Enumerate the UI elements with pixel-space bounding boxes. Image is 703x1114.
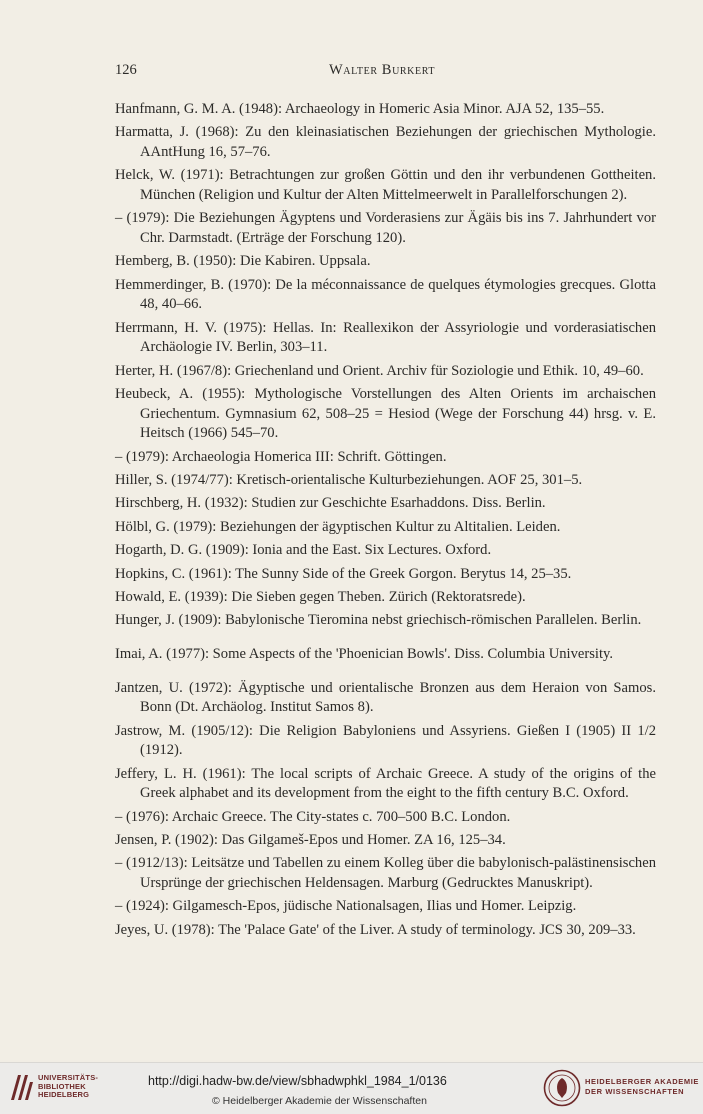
bib-entry: Hölbl, G. (1979): Beziehungen der ägyptischen Kultur zu Altitalien. Leiden. xyxy=(115,518,561,535)
bib-entry: Hogarth, D. G. (1909): Ionia and the East. Six Lectures. Oxford. xyxy=(115,542,492,559)
bib-entry: Jeffery, L. H. (1961): The local scripts of Archaic Greece. A study of the origins of the Greek alphabet and its development from the eight to the fifth century B.C. Oxford. xyxy=(115,765,656,802)
running-head: Walter Burkert xyxy=(329,62,436,78)
bib-entry: – (1924): Gilgamesch-Epos, jüdische Nationalsagen, Ilias und Homer. Leipzig. xyxy=(115,898,577,915)
copyright-notice: © Heidelberger Akademie der Wissenschaften xyxy=(212,1095,427,1107)
bib-entry: Jastrow, M. (1905/12): Die Religion Babyloniens und Assyriens. Gießen I (1905) II 1/2 (1912). xyxy=(115,722,656,759)
bib-entry: Herrmann, H. V. (1975): Hellas. In: Reallexikon der Assyriologie und vorderasiatischen Archäologie IV. Berlin, 303–11. xyxy=(115,319,656,356)
bib-entry: Hemberg, B. (1950): Die Kabiren. Uppsala. xyxy=(115,253,371,270)
bib-entry: Jeyes, U. (1978): The 'Palace Gate' of the Liver. A study of terminology. JCS 30, 209–33. xyxy=(115,921,636,938)
bib-entry: Hirschberg, H. (1932): Studien zur Geschichte Esarhaddons. Diss. Berlin. xyxy=(115,495,546,512)
bib-entry: Howald, E. (1939): Die Sieben gegen Theben. Zürich (Rektoratsrede). xyxy=(115,589,526,606)
digitization-footer xyxy=(0,1062,703,1114)
bib-entry: Jensen, P. (1902): Das Gilgameš-Epos und Homer. ZA 16, 125–34. xyxy=(115,831,506,848)
university-library-logo-icon xyxy=(8,1072,34,1102)
academy-name: HEIDELBERGER AKADEMIE DER WISSENSCHAFTEN xyxy=(585,1077,699,1096)
bib-entry: Herter, H. (1967/8): Griechenland und Orient. Archiv für Soziologie und Ethik. 10, 49–60. xyxy=(115,362,644,379)
university-library-name: UNIVERSITÄTS- BIBLIOTHEK HEIDELBERG xyxy=(38,1073,99,1100)
bibliography-list xyxy=(115,100,656,944)
bib-entry: Hanfmann, G. M. A. (1948): Archaeology in Homeric Asia Minor. AJA 52, 135–55. xyxy=(115,101,605,117)
bib-entry: Hemmerdinger, B. (1970): De la méconnaissance de quelques étymologies grecques. Glotta 48, 40–66. xyxy=(115,276,656,313)
bib-entry: – (1912/13): Leitsätze und Tabellen zu einem Kolleg über die babylonisch-palästinensischen Ursprünge der griechischen Heldensagen. Marburg (Gedrucktes Manuskript). xyxy=(115,855,656,891)
page-number: 126 xyxy=(115,62,137,78)
bib-entry: Heubeck, A. (1955): Mythologische Vorstellungen des Alten Orients im archaischen Griechentum. Gymnasium 62, 508–25 = Hesiod (Wege der Forschung 44) hrsg. v. E. Heitsch (1966) 545–70. xyxy=(115,386,656,442)
bib-entry: – (1979): Archaeologia Homerica III: Schrift. Göttingen. xyxy=(115,448,447,465)
permalink-url[interactable]: http://digi.hadw-bw.de/view/sbhadwphkl_1984_1/0136 xyxy=(148,1074,447,1088)
bib-entry: Imai, A. (1977): Some Aspects of the 'Phoenician Bowls'. Diss. Columbia University. xyxy=(115,646,614,662)
bib-entry: Helck, W. (1971): Betrachtungen zur großen Göttin und den ihr verbundenen Gottheiten. München (Religion und Kultur der Alten Mittelmeerwelt in Parallelforschungen 2). xyxy=(115,167,656,203)
bib-entry: – (1976): Archaic Greece. The City-states c. 700–500 B.C. London. xyxy=(115,808,511,825)
bib-entry: Hiller, S. (1974/77): Kretisch-orientalische Kulturbeziehungen. AOF 25, 301–5. xyxy=(115,472,583,489)
bib-entry: – (1979): Die Beziehungen Ägyptens und Vorderasiens zur Ägäis bis ins 7. Jahrhundert vor Chr. Darmstadt. (Erträge der Forschung 120). xyxy=(115,210,656,246)
page-header xyxy=(115,62,655,84)
bib-entry: Hunger, J. (1909): Babylonische Tieromina nebst griechisch-römischen Parallelen. Berlin. xyxy=(115,612,642,629)
academy-seal-icon xyxy=(543,1069,581,1107)
bib-entry: Jantzen, U. (1972): Ägyptische und orientalische Bronzen aus dem Heraion von Samos. Bonn (Dt. Archäolog. Institut Samos 8). xyxy=(115,679,656,716)
bib-entry: Hopkins, C. (1961): The Sunny Side of the Greek Gorgon. Berytus 14, 25–35. xyxy=(115,565,572,582)
bib-entry: Harmatta, J. (1968): Zu den kleinasiatischen Beziehungen der griechischen Mythologie. AAntHung 16, 57–76. xyxy=(115,124,656,160)
